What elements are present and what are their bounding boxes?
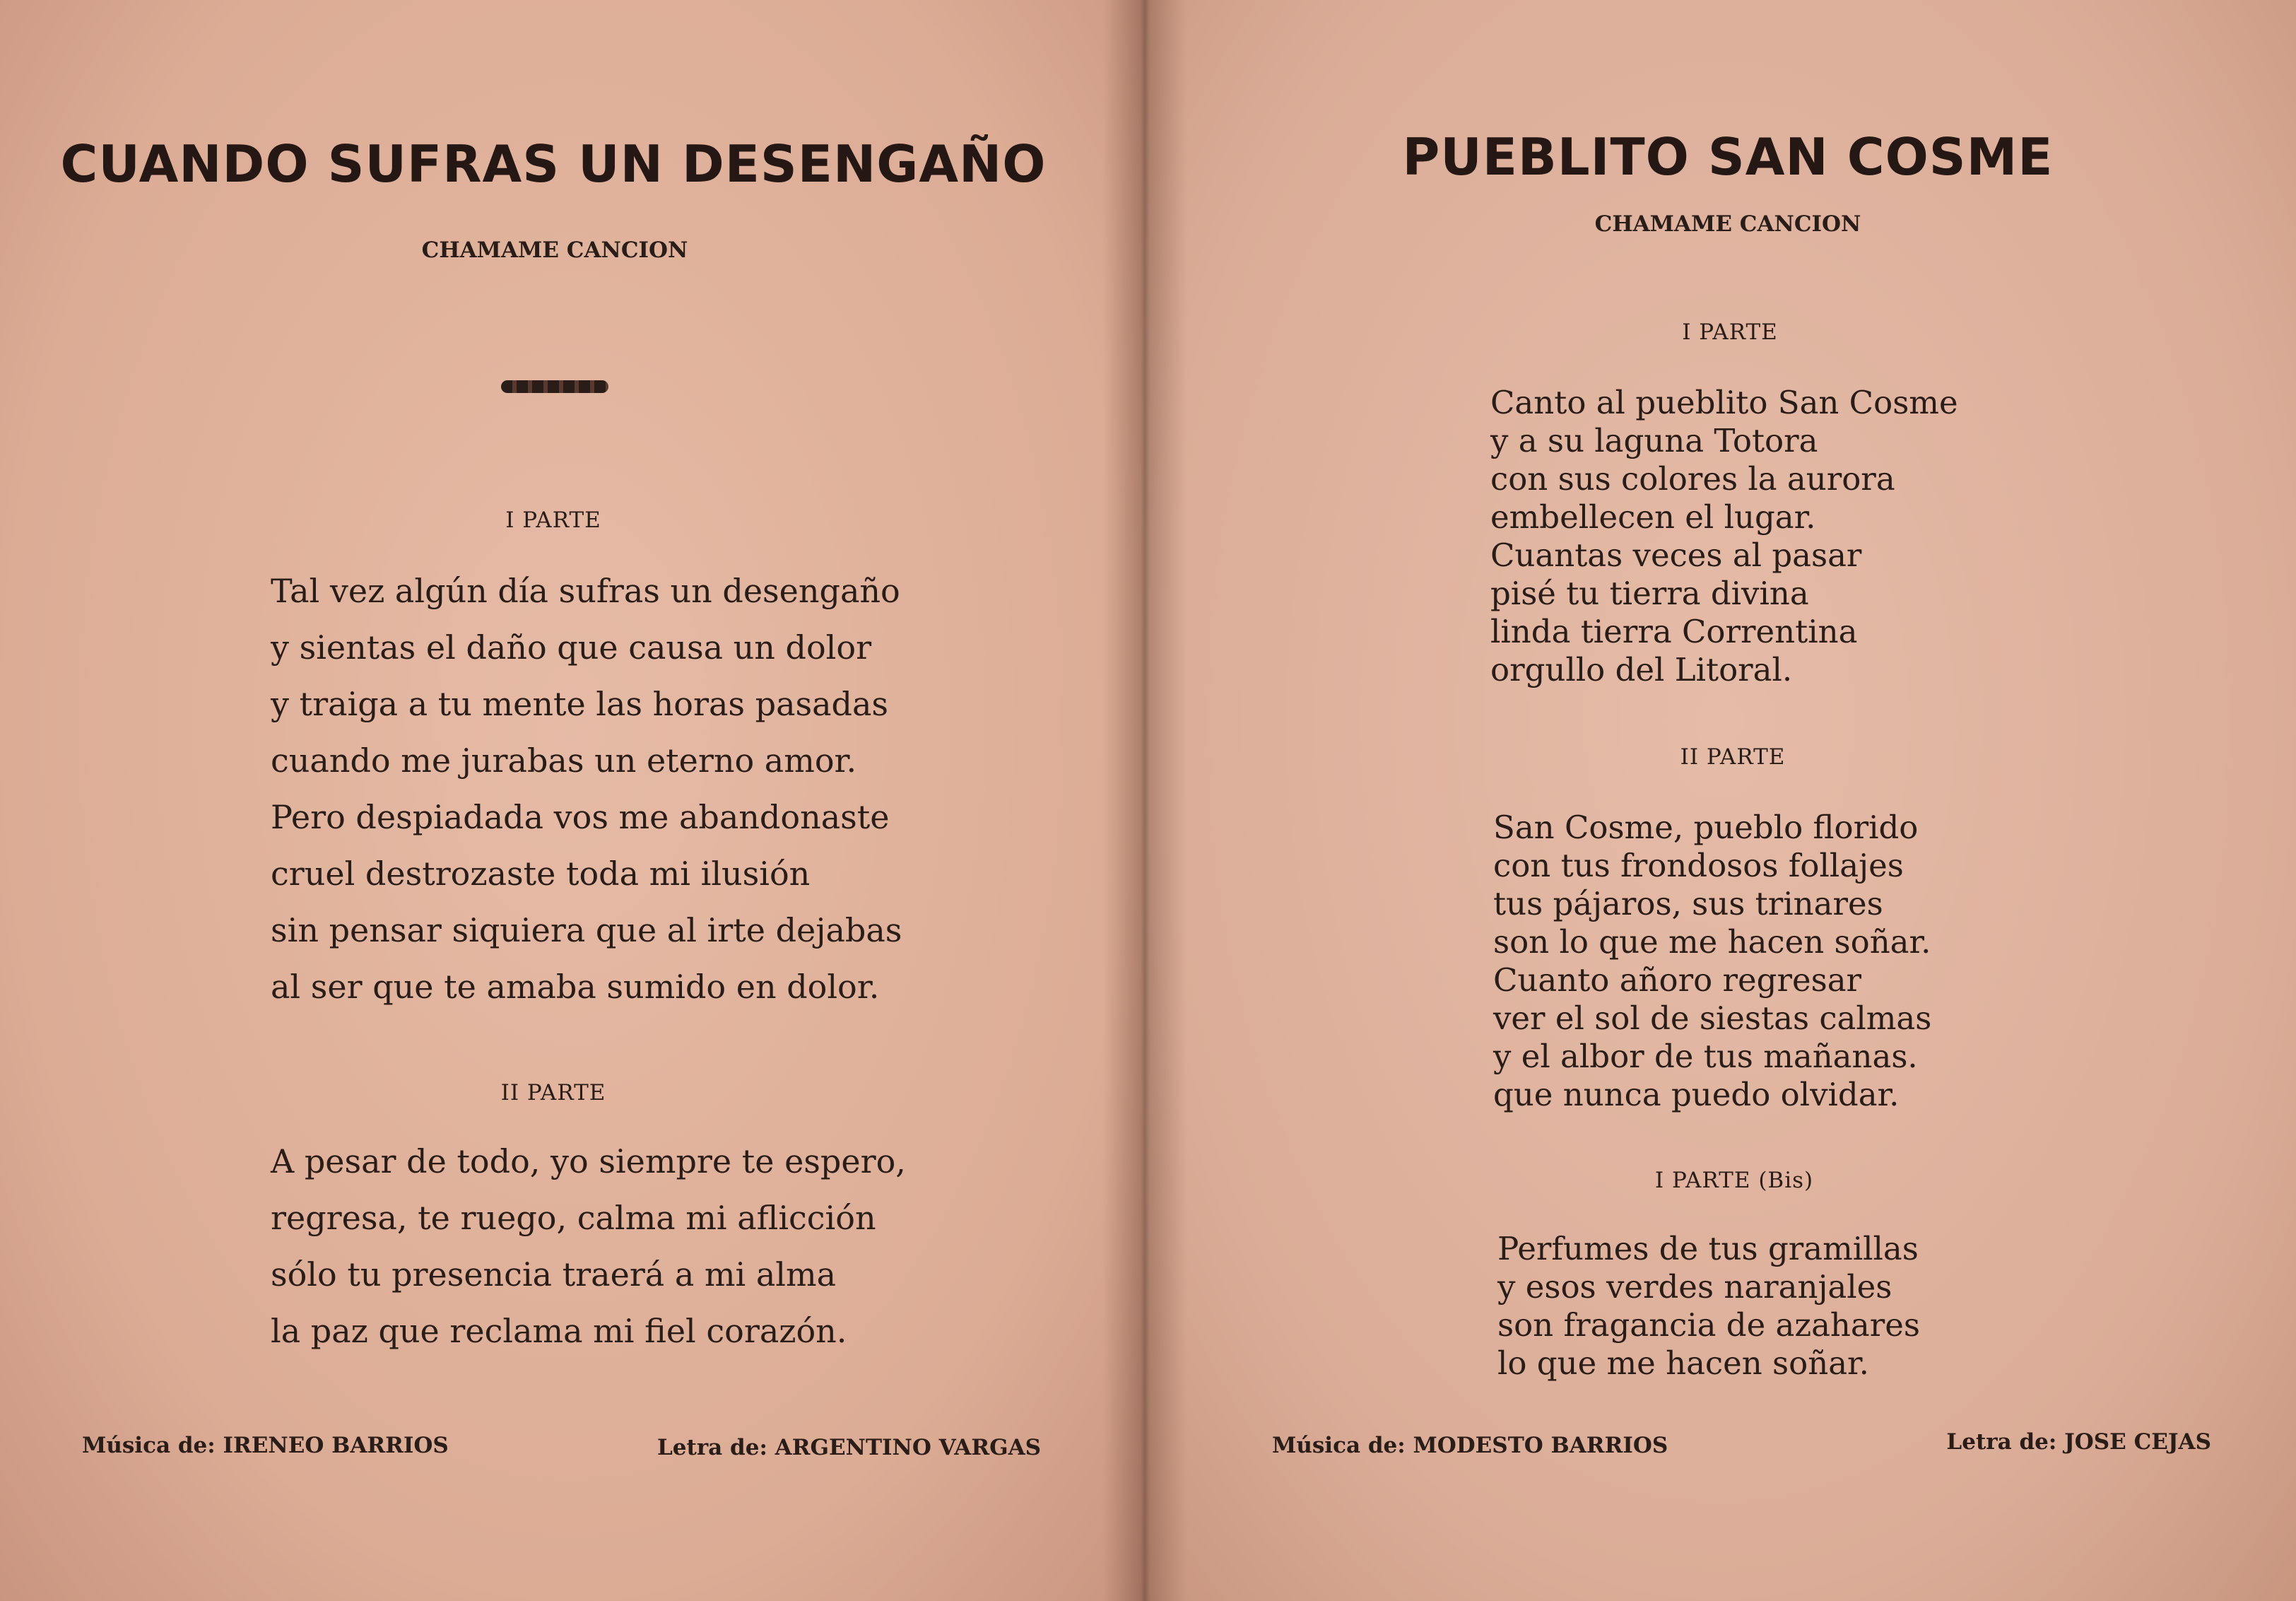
verse-line: lo que me hacen soñar.: [1497, 1344, 1869, 1382]
verse-line: Pero despiadada vos me abandonaste: [271, 798, 890, 836]
verse-line: cuando me jurabas un eterno amor.: [271, 741, 857, 780]
verse-line: tus pájaros, sus trinares: [1493, 885, 1883, 922]
verse-line: regresa, te ruego, calma mi aflicción: [271, 1199, 876, 1237]
verse-line: pisé tu tierra divina: [1490, 575, 1809, 612]
verse-line: y el albor de tus mañanas.: [1493, 1038, 1918, 1075]
lyrics-credit: Letra de: ARGENTINO VARGAS: [657, 1435, 1042, 1460]
song-title: PUEBLITO SAN COSME: [1402, 127, 2054, 187]
part-heading: I PARTE: [1682, 319, 1778, 345]
verse-line: sin pensar siquiera que al irte dejabas: [271, 911, 902, 949]
verse-line: que nunca puedo olvidar.: [1493, 1076, 1900, 1113]
verse-line: con tus frondosos follajes: [1493, 847, 1904, 884]
verse-line: y esos verdes naranjales: [1497, 1268, 1892, 1306]
song-title: CUANDO SUFRAS UN DESENGAÑO: [60, 134, 1047, 194]
stanza: [1493, 809, 1931, 1114]
verse-line: San Cosme, pueblo florido: [1493, 809, 1919, 846]
verse-line: son fragancia de azahares: [1497, 1306, 1920, 1344]
verse-line: Cuantas veces al pasar: [1490, 536, 1862, 574]
verse-line: y sientas el daño que causa un dolor: [271, 628, 872, 667]
lyrics-credit: Letra de: JOSE CEJAS: [1946, 1429, 2211, 1455]
verse-line: Tal vez algún día sufras un desengaño: [271, 572, 900, 610]
song-subtitle: CHAMAME CANCION: [421, 237, 688, 263]
left-page: [0, 0, 1142, 1601]
song-subtitle: CHAMAME CANCION: [1594, 211, 1861, 237]
verse-line: son lo que me hacen soñar.: [1493, 923, 1931, 961]
part-heading: I PARTE (Bis): [1654, 1168, 1814, 1193]
verse-line: Perfumes de tus gramillas: [1497, 1230, 1919, 1267]
verse-line: embellecen el lugar.: [1490, 498, 1816, 536]
verse-line: orgullo del Litoral.: [1490, 651, 1793, 688]
verse-line: sólo tu presencia traerá a mi alma: [271, 1255, 837, 1294]
verse-line: y a su laguna Totora: [1490, 422, 1818, 459]
verse-line: al ser que te amaba sumido en dolor.: [271, 968, 880, 1006]
part-heading: II PARTE: [1680, 744, 1786, 770]
verse-line: y traiga a tu mente las horas pasadas: [271, 685, 888, 723]
book-gutter: [1102, 0, 1187, 1601]
verse-line: Canto al pueblito San Cosme: [1490, 384, 1958, 421]
music-credit: Música de: MODESTO BARRIOS: [1272, 1433, 1668, 1458]
verse-line: cruel destrozaste toda mi ilusión: [271, 855, 811, 893]
music-credit: Música de: IRENEO BARRIOS: [82, 1433, 449, 1458]
verse-line: A pesar de todo, yo siempre te espero,: [271, 1142, 906, 1180]
part-heading: II PARTE: [500, 1080, 606, 1106]
verse-line: la paz que reclama mi fiel corazón.: [271, 1312, 847, 1350]
verse-line: linda tierra Correntina: [1490, 613, 1858, 650]
right-page: [1142, 0, 2296, 1601]
stanza: [271, 563, 902, 1015]
ornament-divider: [501, 380, 608, 393]
stanza: [1490, 384, 1958, 689]
verse-line: Cuanto añoro regresar: [1493, 961, 1862, 999]
stanza: [271, 1133, 906, 1359]
stanza: [1497, 1230, 1920, 1383]
verse-line: con sus colores la aurora: [1490, 460, 1895, 498]
part-heading: I PARTE: [505, 508, 601, 533]
verse-line: ver el sol de siestas calmas: [1493, 999, 1932, 1037]
